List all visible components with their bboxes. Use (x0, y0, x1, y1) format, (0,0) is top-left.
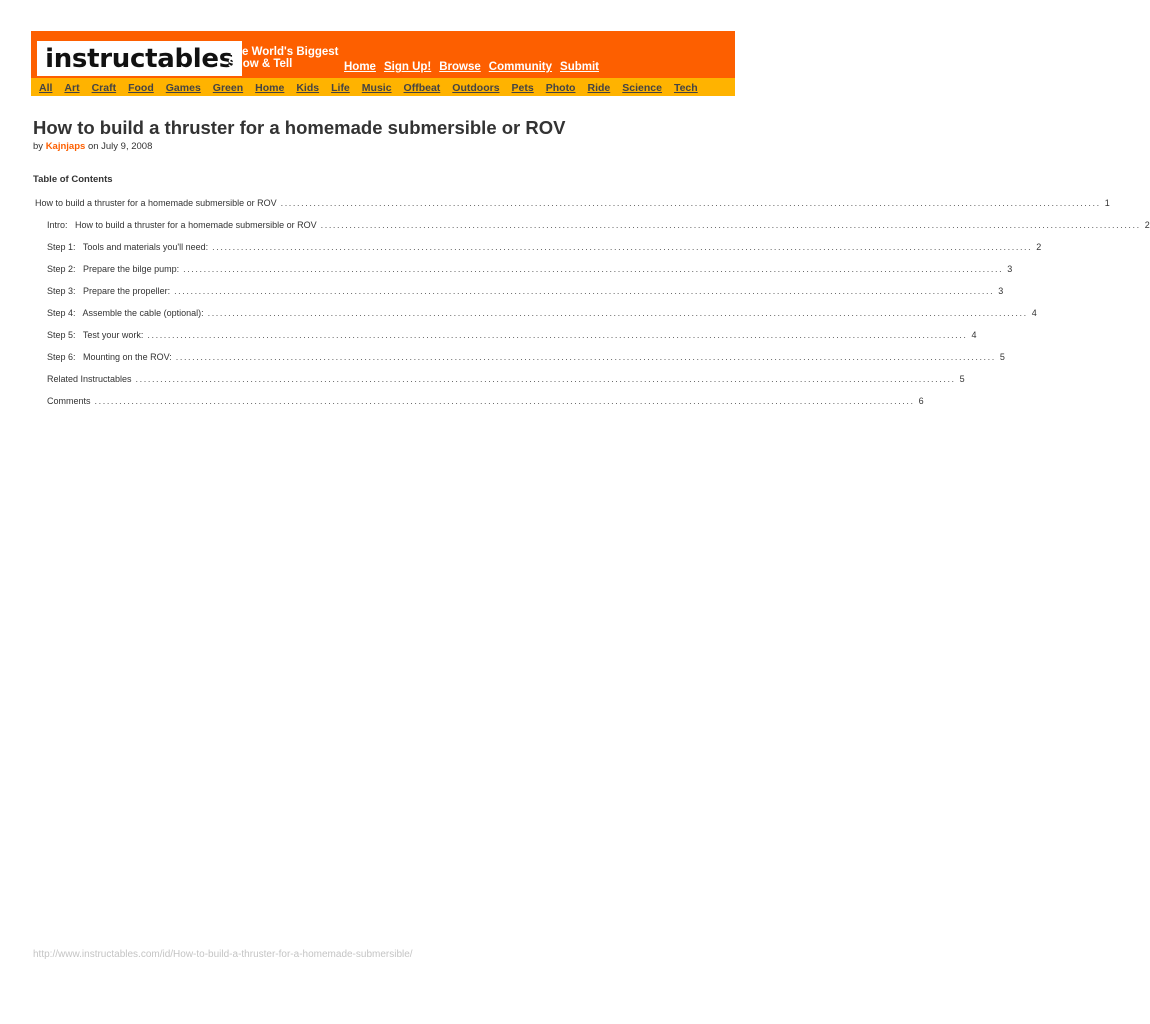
toc-entry-label: Comments (47, 396, 91, 406)
toc-entry[interactable] (47, 258, 1013, 280)
toc-leader-dots: ........................................................................................................................................................................................................ (175, 352, 996, 362)
toc-entry-label: Step 6: Mounting on the ROV: (47, 352, 172, 362)
toc-entry-page: 5 (999, 352, 1005, 362)
toc-leader-dots: ........................................................................................................................................................................................................ (212, 242, 1033, 252)
footer-url[interactable]: http://www.instructables.com/id/How-to-build-a-thruster-for-a-homemade-submersible/ (33, 949, 413, 960)
tagline-line-2: Show & Tell (228, 58, 293, 70)
toc-entry-label: Intro: How to build a thruster for a homemade submersible or ROV (47, 220, 317, 230)
category-link-green[interactable]: Green (212, 82, 244, 94)
toc-entry-label: Step 3: Prepare the propeller: (47, 286, 171, 296)
category-link-all[interactable]: All (39, 82, 53, 94)
category-link-craft[interactable]: Craft (91, 82, 117, 94)
category-link-games[interactable]: Games (165, 82, 201, 94)
category-link-ride[interactable]: Ride (587, 82, 611, 94)
site-logo-text: instructables (45, 43, 234, 74)
toc-leader-dots: ........................................................................................................................................................................................................ (183, 264, 1004, 274)
nav-link-sign-up[interactable]: Sign Up! (383, 61, 432, 73)
byline-date: on July 9, 2008 (87, 141, 153, 152)
toc-entry[interactable] (47, 280, 1004, 302)
toc-entry[interactable] (47, 324, 977, 346)
byline (33, 141, 152, 152)
toc-entry-label: Step 5: Test your work: (47, 330, 144, 340)
toc-entry-page: 5 (959, 374, 965, 384)
toc-entry[interactable] (47, 368, 965, 390)
category-link-photo[interactable]: Photo (545, 82, 576, 94)
toc-entry-label: How to build a thruster for a homemade submersible or ROV (35, 198, 277, 208)
byline-prefix: by (33, 141, 44, 152)
category-link-science[interactable]: Science (622, 82, 662, 94)
category-link-life[interactable]: Life (331, 82, 350, 94)
top-nav (344, 61, 599, 73)
nav-link-home[interactable]: Home (344, 61, 376, 73)
toc-leader-dots: ........................................................................................................................................................................................................ (135, 374, 956, 384)
toc-entry-page: 2 (1036, 242, 1042, 252)
category-link-outdoors[interactable]: Outdoors (452, 82, 500, 94)
nav-link-browse[interactable]: Browse (439, 61, 481, 73)
toc-entry-label: Step 2: Prepare the bilge pump: (47, 264, 180, 274)
toc-entry-page: 2 (1144, 220, 1150, 230)
toc-entry[interactable] (47, 214, 1150, 236)
category-link-offbeat[interactable]: Offbeat (403, 82, 441, 94)
category-link-pets[interactable]: Pets (511, 82, 534, 94)
toc-entry-page: 4 (1031, 308, 1037, 318)
category-link-kids[interactable]: Kids (296, 82, 320, 94)
category-bar (31, 78, 735, 96)
toc-entry[interactable] (47, 236, 1042, 258)
toc-entry-page: 6 (918, 396, 924, 406)
category-link-music[interactable]: Music (361, 82, 392, 94)
author-link[interactable]: Kajnjaps (45, 141, 86, 152)
page-title: How to build a thruster for a homemade submersible or ROV (33, 117, 566, 138)
nav-link-community[interactable]: Community (488, 61, 553, 73)
category-link-tech[interactable]: Tech (673, 82, 698, 94)
toc-leader-dots: ........................................................................................................................................................................................................ (174, 286, 995, 296)
toc-entry-label: Step 1: Tools and materials you'll need: (47, 242, 209, 252)
toc-entry-page: 4 (971, 330, 977, 340)
toc-leader-dots: ........................................................................................................................................................................................................ (147, 330, 968, 340)
toc-entry-label: Related Instructables (47, 374, 132, 384)
toc-entry-page: 1 (1104, 198, 1110, 208)
category-link-home[interactable]: Home (255, 82, 285, 94)
toc-entry[interactable] (47, 302, 1037, 324)
category-link-food[interactable]: Food (128, 82, 154, 94)
site-header (31, 31, 735, 96)
nav-link-submit[interactable]: Submit (560, 61, 600, 73)
category-link-art[interactable]: Art (64, 82, 80, 94)
tagline (228, 46, 339, 70)
site-logo[interactable] (37, 41, 242, 76)
tagline-line-1: The World's Biggest (228, 46, 339, 58)
toc-entry-label: Step 4: Assemble the cable (optional): (47, 308, 204, 318)
toc-entry-page: 3 (1007, 264, 1013, 274)
toc-heading: Table of Contents (33, 174, 113, 185)
toc-entry[interactable] (47, 390, 924, 412)
toc-entry-page: 3 (998, 286, 1004, 296)
toc-leader-dots: ........................................................................................................................................................................................................ (320, 220, 1141, 230)
toc-entry[interactable] (35, 192, 1110, 214)
toc-leader-dots: ........................................................................................................................................................................................................ (280, 198, 1101, 208)
toc-entry[interactable] (47, 346, 1005, 368)
toc-leader-dots: ........................................................................................................................................................................................................ (94, 396, 915, 406)
toc-leader-dots: ........................................................................................................................................................................................................ (207, 308, 1028, 318)
